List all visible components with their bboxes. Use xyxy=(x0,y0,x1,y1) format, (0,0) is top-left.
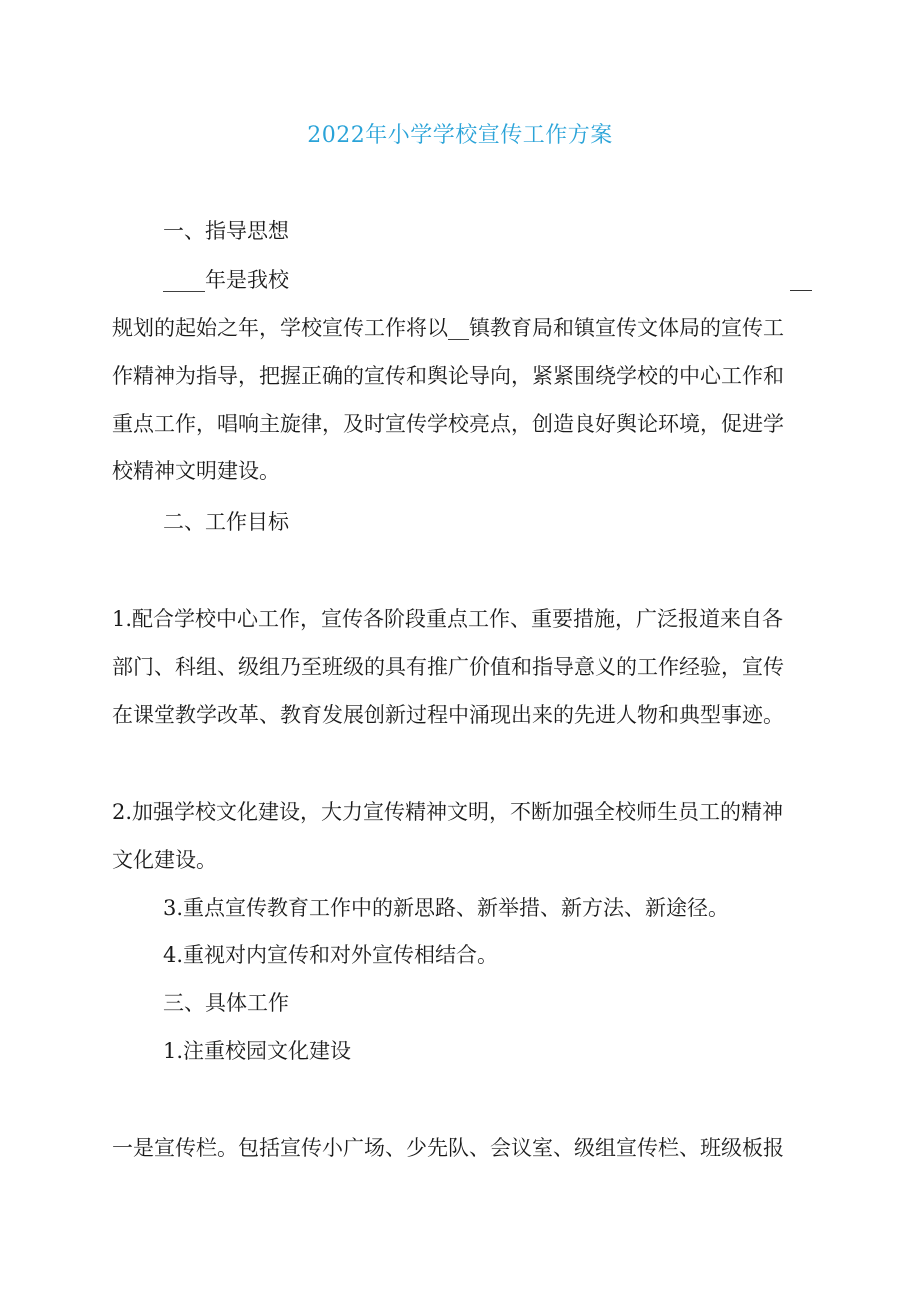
paragraph-line: 部门、科组、级组乃至班级的具有推广价值和指导意义的工作经验，宣传 xyxy=(112,655,784,679)
paragraph-line: 2.加强学校文化建设，大力宣传精神文明，不断加强全校师生员工的精神 xyxy=(112,800,784,824)
paragraph-line: 重点工作，唱响主旋律，及时宣传学校亮点，创造良好舆论环境，促进学 xyxy=(112,412,784,436)
paragraph-line: 一是宣传栏。包括宣传小广场、少先队、会议室、级组宣传栏、班级板报 xyxy=(112,1136,784,1160)
section-heading-specific-work: 三、具体工作 xyxy=(163,991,289,1015)
section-heading-guiding-ideology: 一、指导思想 xyxy=(163,219,289,243)
paragraph-line: 作精神为指导，把握正确的宣传和舆论导向，紧紧围绕学校的中心工作和 xyxy=(112,364,784,388)
paragraph-line: 4.重视对内宣传和对外宣传相结合。 xyxy=(163,943,499,967)
paragraph-line: 在课堂教学改革、教育发展创新过程中涌现出来的先进人物和典型事迹。 xyxy=(112,703,784,727)
section-heading-work-goals: 二、工作目标 xyxy=(163,510,289,534)
paragraph-line: 文化建设。 xyxy=(112,848,217,872)
paragraph-line: 校精神文明建设。 xyxy=(112,459,280,483)
document-title: 2022年小学学校宣传工作方案 xyxy=(307,123,613,148)
subheading-campus-culture: 1.注重校园文化建设 xyxy=(163,1039,352,1063)
paragraph-line: 规划的起始之年，学校宣传工作将以__镇教育局和镇宣传文体局的宣传工 xyxy=(112,316,784,340)
fill-in-blank xyxy=(790,290,812,291)
paragraph-line: 1.配合学校中心工作，宣传各阶段重点工作、重要措施，广泛报道来自各 xyxy=(112,607,784,631)
paragraph-line: ____年是我校 xyxy=(163,268,289,292)
paragraph-line: 3.重点宣传教育工作中的新思路、新举措、新方法、新途径。 xyxy=(163,896,730,920)
